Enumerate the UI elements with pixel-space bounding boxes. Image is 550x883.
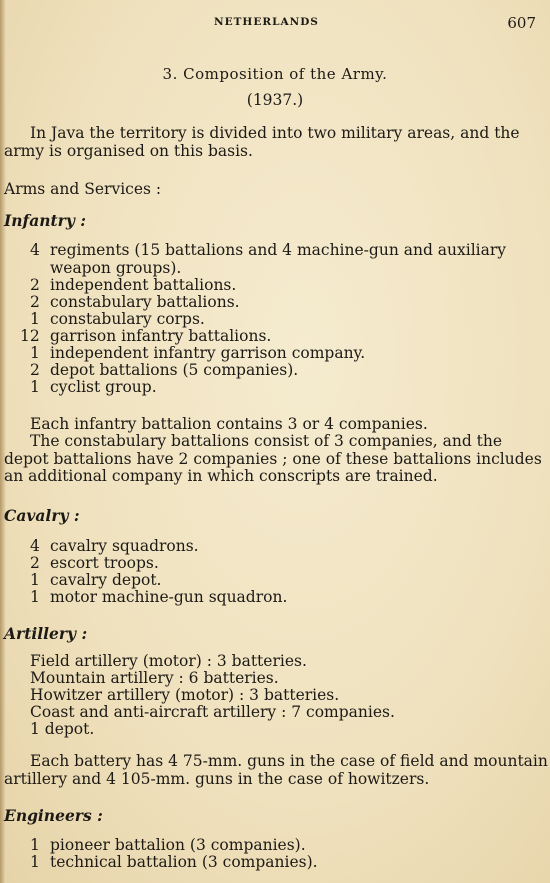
item-text: motor machine-gun squadron. [50,588,288,606]
infantry-paragraph-line: an additional company in which conscripts are trained. [4,467,438,485]
item-number: 2 [30,293,40,311]
engineers-item [30,853,318,871]
page-gutter-shadow [0,0,6,883]
item-number: 1 [30,853,40,871]
item-text: independent infantry garrison company. [50,344,366,362]
artillery-item: Howitzer artillery (motor) : 3 batteries. [30,686,340,704]
cavalry-item [30,588,287,606]
intro-line-2: army is organised on this basis. [4,142,253,160]
item-text: garrison infantry battalions. [50,327,272,345]
arms-heading: Arms and Services : [4,180,162,198]
item-text: cyclist group. [50,378,157,396]
item-number: 2 [30,554,40,572]
page-number: 607 [507,14,536,32]
item-number: 1 [30,571,40,589]
section-year: (1937.) [246,91,304,109]
infantry-item [30,241,506,259]
infantry-item [30,293,240,311]
item-text: technical battalion (3 companies). [50,853,318,871]
engineers-item [30,836,306,854]
item-number: 1 [30,588,40,606]
paragraph-text: The constabulary battalions consist of 3 companies, and the [30,432,503,450]
item-text: cavalry depot. [50,571,162,589]
infantry-heading: Infantry : [4,211,86,230]
item-number: 1 [30,378,40,396]
item-number: 4 [30,241,40,259]
infantry-paragraph-line: Each infantry battalion contains 3 or 4 companies. [30,415,428,433]
artillery-item: Coast and anti-aircraft artillery : 7 companies. [30,703,395,721]
running-head: NETHERLANDS [214,16,319,28]
infantry-item-continuation: weapon groups). [50,259,182,277]
cavalry-item [30,537,199,555]
item-number: 2 [30,276,40,294]
item-text: depot battalions (5 companies). [50,361,299,379]
infantry-paragraph-line [30,432,540,450]
infantry-item [20,327,271,345]
infantry-item [30,378,157,396]
artillery-heading: Artillery : [4,624,88,643]
artillery-paragraph-line [30,752,548,770]
item-text: constabulary corps. [50,310,205,328]
intro-line-1 [30,124,540,142]
artillery-item: 1 depot. [30,720,95,738]
item-number: 1 [30,310,40,328]
item-number: 2 [30,361,40,379]
item-text: regiments (15 battalions and 4 machine-gun and auxiliary [50,241,507,259]
item-number: 1 [30,836,40,854]
item-text: pioneer battalion (3 companies). [50,836,306,854]
item-text: escort troops. [50,554,159,572]
item-number: 1 [30,344,40,362]
cavalry-heading: Cavalry : [4,506,80,525]
engineers-heading: Engineers : [4,806,103,825]
infantry-item [30,276,236,294]
item-number: 12 [20,327,40,345]
infantry-item [30,361,298,379]
artillery-item: Mountain artillery : 6 batteries. [30,669,279,687]
infantry-item [30,310,205,328]
section-heading: 3. Composition of the Army. [162,65,388,83]
page-header [0,14,550,34]
cavalry-item [30,571,161,589]
intro-line-1-text: In Java the territory is divided into two military areas, and the [30,124,520,142]
infantry-item [30,344,365,362]
item-text: constabulary battalions. [50,293,240,311]
item-number: 4 [30,537,40,555]
infantry-paragraph-line: depot battalions have 2 companies ; one of these battalions includes [4,450,542,468]
paragraph-text: Each battery has 4 75-mm. guns in the case of field and mountain [30,752,548,770]
artillery-item: Field artillery (motor) : 3 batteries. [30,652,307,670]
item-text: cavalry squadrons. [50,537,199,555]
item-text: independent battalions. [50,276,237,294]
artillery-paragraph-line: artillery and 4 105-mm. guns in the case of howitzers. [4,770,430,788]
cavalry-item [30,554,159,572]
